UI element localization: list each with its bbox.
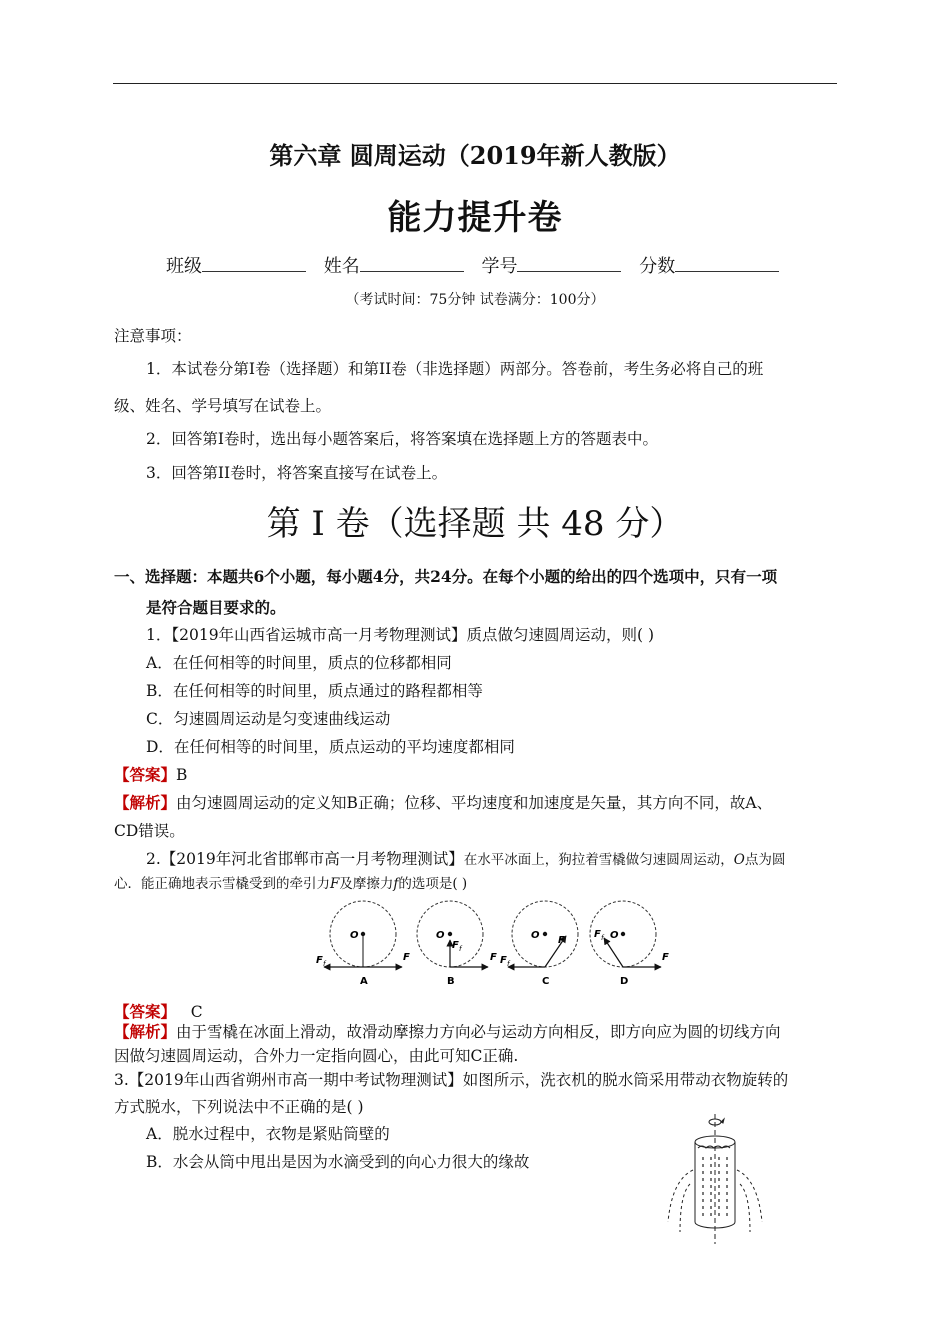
note-item-1: 1．本试卷分第I卷（选择题）和第II卷（非选择题）两部分。答卷前，考生务必将自己的班 xyxy=(146,360,764,378)
q1-analysis-cont: CD错误。 xyxy=(114,822,185,840)
answer-value: C xyxy=(190,1003,203,1021)
force-f-d xyxy=(604,938,623,967)
q1-answer xyxy=(114,763,187,785)
q2-analysis xyxy=(114,1020,781,1042)
score-label: 分数 xyxy=(639,256,676,277)
number-blank[interactable] xyxy=(517,255,621,272)
q2-stem-text-2: 点为圆 xyxy=(744,852,786,868)
answer-label: 【答案】 xyxy=(114,1002,177,1021)
q3-option-b: B．水会从筒中甩出是因为水滴受到的向心力很大的缘故 xyxy=(146,1153,530,1171)
analysis-text: 由于雪橇在冰面上滑动，故滑动摩擦力方向必与运动方向相反，即方向应为圆的切线方向 xyxy=(176,1023,781,1041)
diagram-b xyxy=(417,901,497,987)
sub-f-d: f xyxy=(601,934,604,942)
section-instruction-cont: 是符合题目要求的。 xyxy=(146,598,286,617)
answer-label: 【答案】 xyxy=(114,765,177,784)
number-label: 学号 xyxy=(481,256,518,277)
q2-analysis-cont: 因做匀速圆周运动，合外力一定指向圆心，由此可知C正确. xyxy=(114,1047,519,1065)
spin-dryer-figure xyxy=(660,1112,770,1247)
label-F-d: F xyxy=(662,952,669,963)
label-F-a: F xyxy=(403,952,410,963)
sub-f-c: f xyxy=(507,960,510,968)
q2-stem-cont-c: 的选项是( ) xyxy=(398,876,468,892)
q2-stem-F: F xyxy=(330,876,340,892)
option-label-c: C xyxy=(542,976,550,987)
analysis-label: 【解析】 xyxy=(114,793,177,812)
q2-stem xyxy=(146,847,785,869)
top-rule xyxy=(113,83,837,84)
diagram-d xyxy=(590,901,669,987)
note-item-2: 2．回答第I卷时，选出每小题答案后，将答案填在选择题上方的答题表中。 xyxy=(146,430,658,448)
q1-option-d: D．在任何相等的时间里，质点运动的平均速度都相同 xyxy=(146,738,515,756)
exam-info: （考试时间：75分钟 试卷满分：100分） xyxy=(345,292,605,308)
q3-option-a: A．脱水过程中，衣物是紧贴筒壁的 xyxy=(146,1125,390,1143)
label-f-d: F xyxy=(594,929,601,940)
center-dot-d xyxy=(621,932,625,936)
student-info-line xyxy=(166,252,791,278)
option-label-d: D xyxy=(620,976,629,987)
center-dot-b xyxy=(448,932,452,936)
water-path-left-2 xyxy=(680,1184,690,1232)
center-dot-c xyxy=(543,932,547,936)
note-item-1-cont: 级、姓名、学号填写在试卷上。 xyxy=(114,397,332,415)
option-label-a: A xyxy=(360,976,368,987)
section-title: 第 I 卷（选择题 共 48 分） xyxy=(266,504,684,544)
q1-option-c: C．匀速圆周运动是匀变速曲线运动 xyxy=(146,710,391,728)
note-item-3: 3．回答第II卷时，将答案直接写在试卷上。 xyxy=(146,464,448,482)
option-label-b: B xyxy=(447,976,455,987)
diagram-c xyxy=(500,901,578,987)
q2-stem-o: O xyxy=(733,852,745,868)
center-label-d: O xyxy=(610,930,619,941)
q1-option-a: A．在任何相等的时间里，质点的位移都相同 xyxy=(146,654,452,672)
label-F-b: F xyxy=(490,952,497,963)
answer-value: B xyxy=(176,766,188,784)
label-F-c: F xyxy=(558,935,565,946)
q2-source: 2.【2019年河北省邯郸市高一月考物理测试】 xyxy=(146,850,464,868)
sub-f-a: f xyxy=(323,960,326,968)
notes-heading: 注意事项： xyxy=(114,327,192,345)
center-label-c: O xyxy=(531,930,540,941)
q2-stem-cont xyxy=(114,872,467,892)
q3-stem-cont: 方式脱水，下列说法中不正确的是( ) xyxy=(114,1098,364,1116)
sub-f-b: f xyxy=(459,945,462,953)
q2-stem-text: 在水平冰面上，狗拉着雪橇做匀速圆周运动， xyxy=(463,852,734,868)
chapter-title: 第六章 圆周运动（2019年新人教版） xyxy=(269,141,681,170)
name-label: 姓名 xyxy=(323,256,360,277)
q1-analysis xyxy=(114,791,772,813)
q2-stem-cont-a: 心．能正确地表示雪橇受到的牵引力 xyxy=(114,876,330,892)
center-label-a: O xyxy=(350,930,359,941)
class-label: 班级 xyxy=(166,256,202,277)
name-blank[interactable] xyxy=(360,255,464,272)
q3-stem: 3.【2019年山西省朔州市高一期中考试物理测试】如图所示，洗衣机的脱水筒采用带动衣物旋转的 xyxy=(114,1071,789,1089)
q2-answer xyxy=(114,1000,203,1022)
rotation-arrowhead-icon xyxy=(721,1119,724,1123)
center-label-b: O xyxy=(436,930,445,941)
analysis-text: 由匀速圆周运动的定义知B正确；位移、平均速度和加速度是矢量，其方向不同，故A、 xyxy=(176,794,773,812)
q2-stem-f: f xyxy=(393,876,399,892)
q2-figure xyxy=(310,896,680,992)
q2-stem-cont-b: 及摩擦力 xyxy=(339,876,394,892)
paper-title: 能力提升卷 xyxy=(387,198,563,238)
q1-option-b: B．在任何相等的时间里，质点通过的路程都相等 xyxy=(146,682,483,700)
q1-stem: 1．【2019年山西省运城市高一月考物理测试】质点做匀速圆周运动，则( ) xyxy=(146,626,655,644)
label-f-a: F xyxy=(316,955,323,966)
diagram-a xyxy=(316,901,410,987)
water-path-right-2 xyxy=(740,1184,750,1232)
label-f-b: F xyxy=(452,940,459,951)
analysis-label: 【解析】 xyxy=(114,1022,177,1041)
class-blank[interactable] xyxy=(202,255,306,272)
score-blank[interactable] xyxy=(675,255,779,272)
label-f-c: F xyxy=(500,955,507,966)
section-instruction: 一、选择题：本题共6个小题，每小题4分，共24分。在每个小题的给出的四个选项中，只有一项 xyxy=(114,567,778,586)
